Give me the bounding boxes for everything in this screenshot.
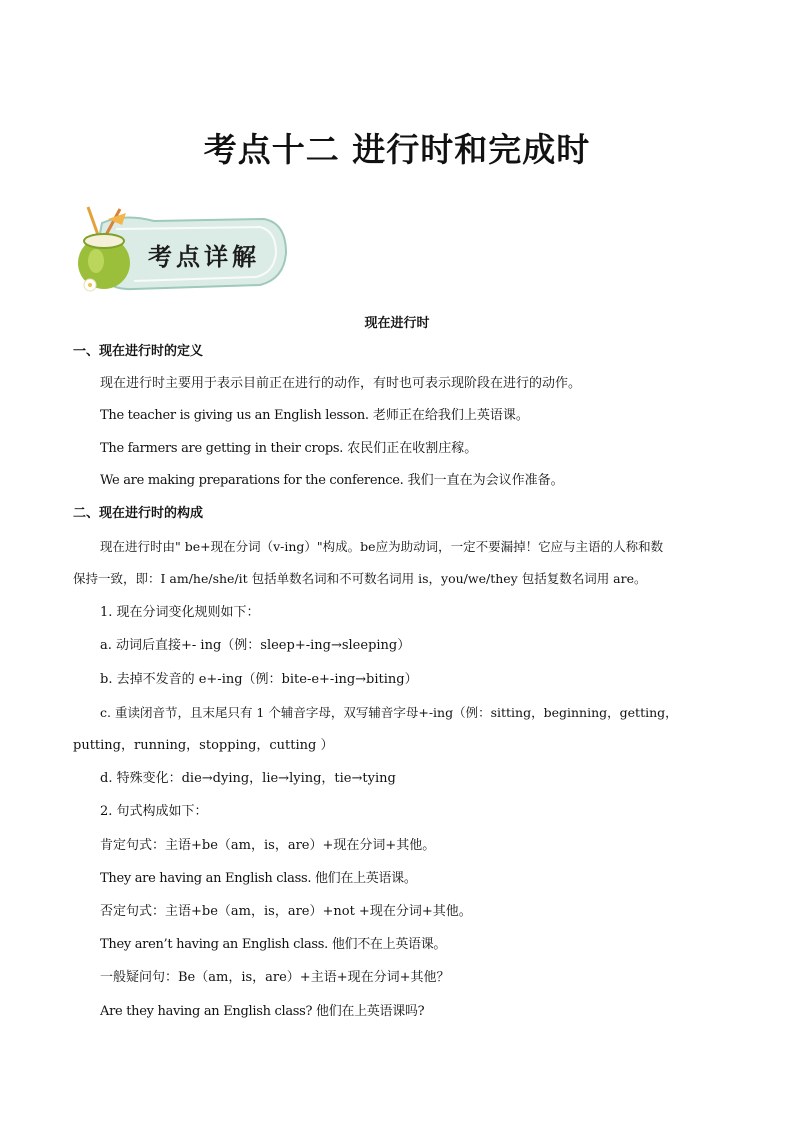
rule-b: b. 去掉不发音的 e+-ing（例：bite-e+-ing→biting） [100, 672, 418, 687]
pattern-title: 2. 句式构成如下： [100, 804, 208, 819]
definition-text: 现在进行时主要用于表示目前正在进行的动作，有时也可表示现阶段在进行的动作。 [100, 376, 582, 391]
negative-pattern: 否定句式：主语+be（am，is，are）+not +现在分词+其他。 [100, 904, 472, 919]
example-1-zh: 老师正在给我们上英语课。 [372, 408, 529, 423]
affirmative-pattern: 肯定句式：主语+be（am，is，are）+现在分词+其他。 [100, 838, 436, 853]
example-2 [100, 440, 477, 458]
example-3-zh: 我们一直在为会议作准备。 [407, 473, 564, 488]
example-3 [100, 472, 564, 490]
heading-definition: 一、现在进行时的定义 [73, 344, 204, 359]
rule-a: a. 动词后直接+- ing（例：sleep+-ing→sleeping） [100, 638, 411, 653]
example-3-en: We are making preparations for the conference. [100, 473, 404, 488]
example-2-en: The farmers are getting in their crops. [100, 441, 344, 456]
affirmative-example: They are having an English class. 他们在上英语课。 [100, 871, 417, 886]
intro-line-1: 现在进行时由" be+现在分词（v-ing）"构成。be应为助动词，一定不要漏掉！它应与主语的人称和数 [100, 539, 664, 554]
banner-label: 考点详解 [148, 242, 260, 271]
question-example: Are they having an English class? 他们在上英语课吗? [100, 1004, 425, 1019]
negative-example: They aren’t having an English class. 他们不在上英语课。 [100, 937, 447, 952]
section-subtitle: 现在进行时 [364, 316, 430, 331]
rule-d: d. 特殊变化：die→dying，lie→lying，tie→tying [100, 771, 396, 786]
example-2-zh: 农民们正在收割庄稼。 [347, 441, 478, 456]
rule-title: 1. 现在分词变化规则如下： [100, 605, 260, 620]
coconut-icon [78, 207, 130, 291]
question-pattern: 一般疑问句：Be（am，is，are）+主语+现在分词+其他？ [100, 970, 450, 985]
rule-c-line-1: c. 重读闭音节，且末尾只有 1 个辅音字母，双写辅音字母+-ing（例：sitting，beginning，getting， [100, 705, 678, 720]
example-1-en: The teacher is giving us an English lesson. [100, 408, 369, 423]
intro-line-2: 保持一致，即：I am/he/she/it 包括单数名词和不可数名词用 is，you/we/they 包括复数名词用 are。 [73, 571, 647, 586]
heading-structure: 二、现在进行时的构成 [73, 506, 204, 521]
page-title: 考点十二 进行时和完成时 [203, 130, 591, 169]
example-1 [100, 407, 529, 425]
rule-c-line-2: putting，running，stopping，cutting ） [73, 738, 334, 753]
